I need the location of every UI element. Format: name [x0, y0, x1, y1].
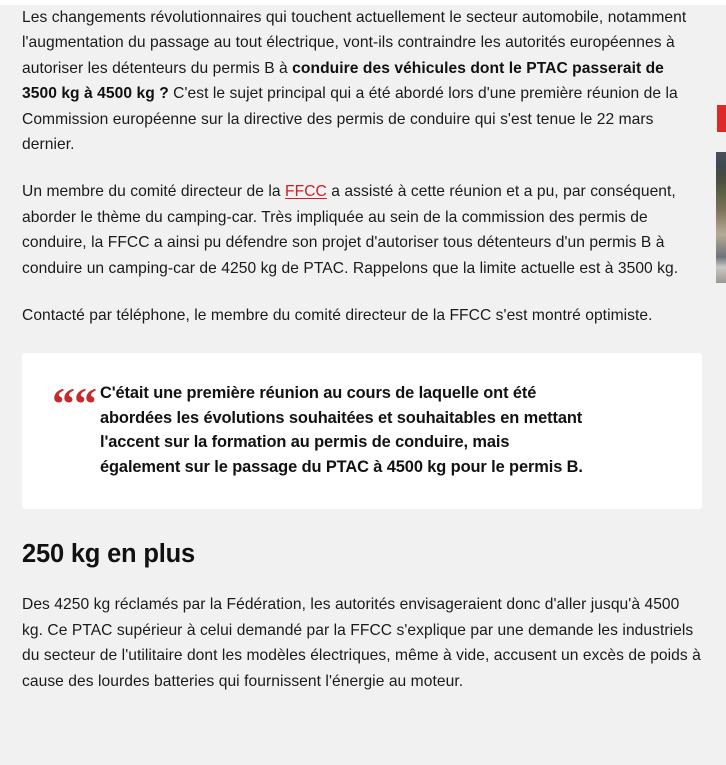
pullquote-card	[22, 353, 702, 509]
rail-red-marker[interactable]	[717, 105, 726, 132]
article-content-column-2	[0, 592, 702, 694]
paragraph-section-body: Des 4250 kg réclamés par la Fédération, les autorités envisageraient donc d'aller jusqu'à 4500 kg. Ce PTAC supérieur à celui demandé par la FFCC s'explique par une demande les industriels du secteur de l'utilitaire dont les modèles électriques, même à vide, accusent un excès de poids à cause des lourdes batteries qui fournissent l'énergie au moteur.	[22, 596, 701, 690]
intro-run-3: C'est le sujet principal qui a été abordé lors d'une première réunion de la Commission européenne sur la directive des permis de conduire qui s'est tenue le 22 mars dernier.	[22, 85, 678, 154]
rail-thumbnail-image[interactable]	[716, 152, 726, 283]
link-ffcc[interactable]: FFCC	[285, 183, 327, 201]
intro-bold-ptac: conduire des véhicules dont le PTAC passerait de 3500 kg à 4500 kg ?	[22, 59, 664, 103]
paragraph-phone: Contacté par téléphone, le membre du comité directeur de la FFCC s'est montré optimiste.	[22, 307, 653, 325]
clipped-next-paragraph	[22, 757, 702, 765]
article-body	[0, 5, 726, 694]
intro-run-1: Les changements révolutionnaires qui touchent actuellement le secteur automobile, notamment l'augmentation du passage au tout électrique, vont-ils contraindre les autorités européennes à autoriser les détenteurs du permis B à	[22, 9, 687, 77]
paragraph-ffcc	[22, 179, 702, 281]
ffcc-run-3: a assisté à cette réunion et a pu, par conséquent, aborder le thème du camping-car. Très impliquée au sein de la commission des permis de conduire, la FFCC a ainsi pu défendre son projet d'autoriser tous détenteurs d'un permis B à conduire un camping-car de 4250 kg de PTAC. Rappelons que la limite actuelle est à 3500 kg.	[22, 183, 679, 277]
ffcc-run-1: Un membre du comité directeur de la	[22, 183, 286, 201]
quote-mark-icon: ““	[52, 378, 96, 430]
section-heading-250kg: 250 kg en plus	[22, 540, 195, 569]
paragraph-intro	[22, 5, 702, 157]
pullquote-text: C'était une première réunion au cours de laquelle ont été abordées les évolutions souhaitées et souhaitables en mettant l'accent sur la formation au permis de conduire, mais également sur le passage du PTAC à 4500 kg pour le permis B.	[100, 384, 583, 476]
article-content-column	[0, 5, 702, 328]
